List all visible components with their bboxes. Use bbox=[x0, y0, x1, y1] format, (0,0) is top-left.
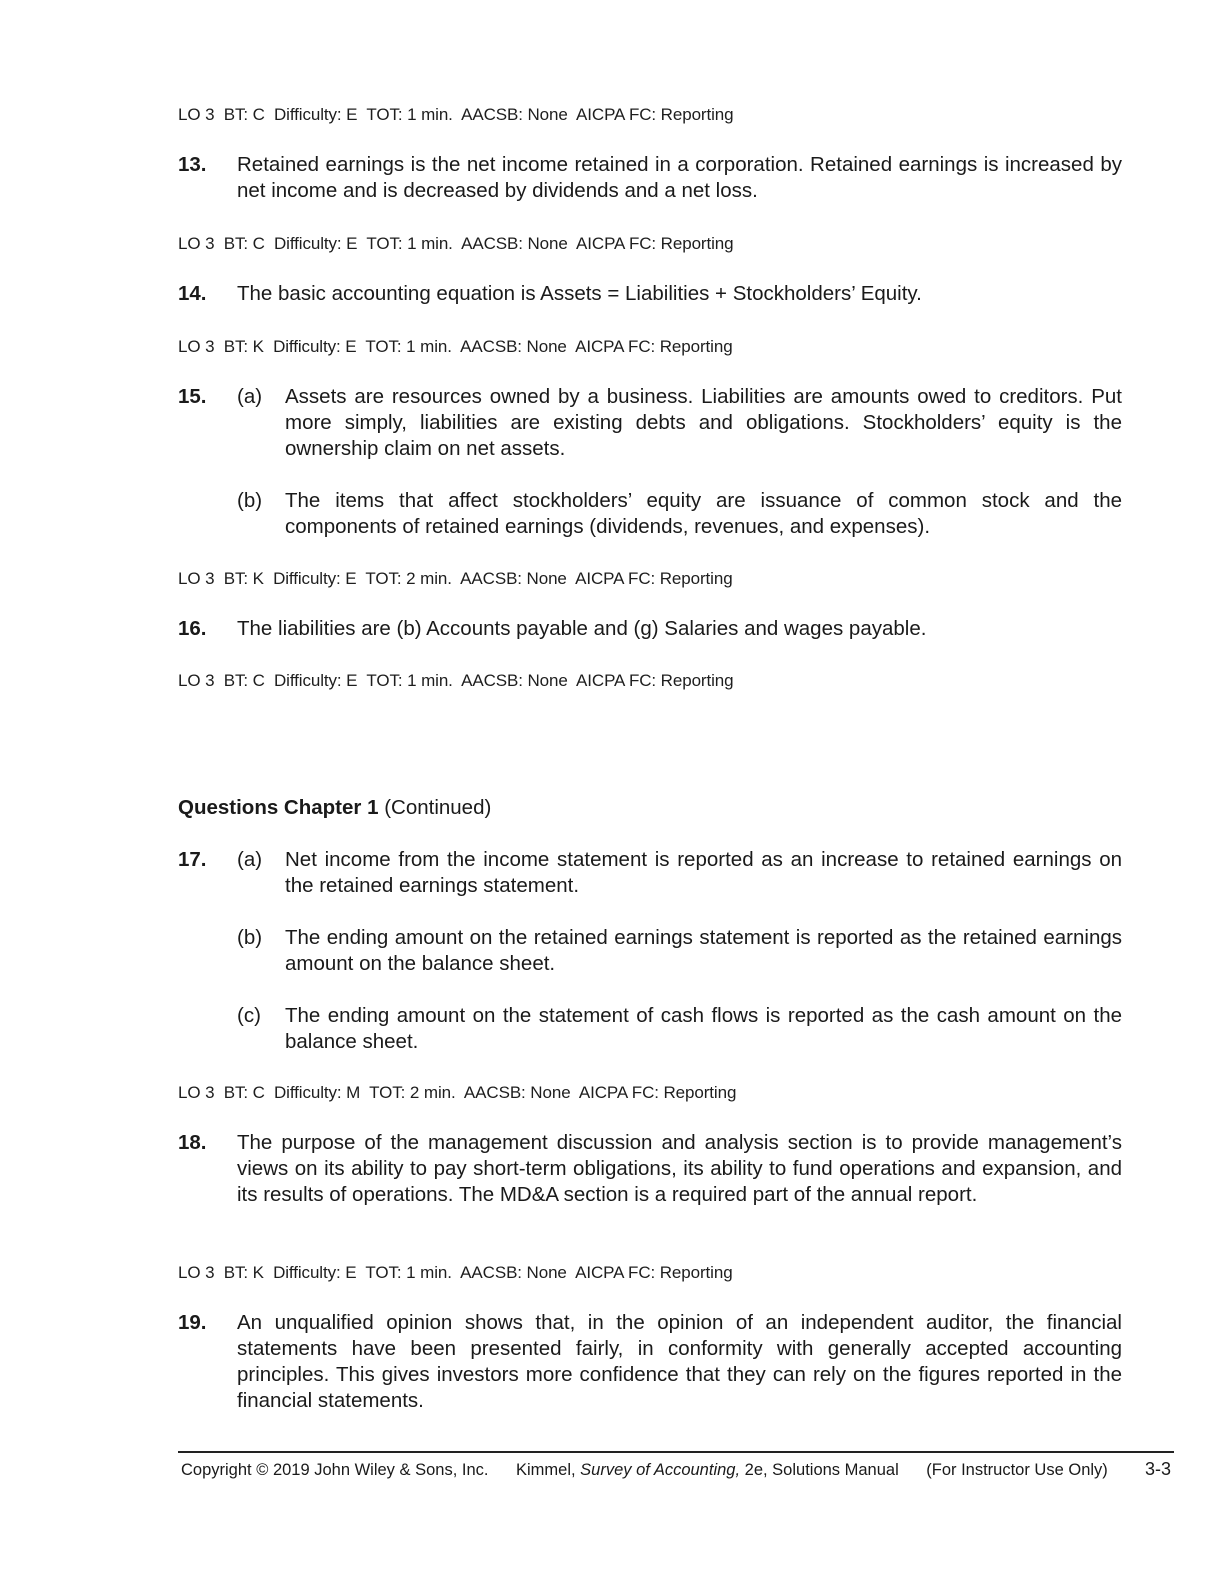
sub-answer-text: Assets are resources owned by a business. Liabilities are amounts owed to creditors. Put more simply, liabilities are existing debts and obligations. Stockholders’ equity is the ownership claim on net assets. bbox=[285, 385, 1122, 460]
question-meta-line: LO 3 BT: C Difficulty: E TOT: 1 min. AACSB: None AICPA FC: Reporting bbox=[178, 671, 734, 690]
sub-answer-text: The ending amount on the statement of cash flows is reported as the cash amount on the balance sheet. bbox=[285, 1004, 1122, 1053]
question-meta-line: LO 3 BT: C Difficulty: E TOT: 1 min. AACSB: None AICPA FC: Reporting bbox=[178, 105, 734, 124]
question-18 bbox=[178, 1130, 1122, 1208]
sub-answer-b bbox=[178, 925, 1122, 977]
question-13 bbox=[178, 152, 1122, 204]
sub-answer-c bbox=[178, 1003, 1122, 1055]
question-15 bbox=[178, 384, 1122, 540]
question-number: 19. bbox=[178, 1311, 207, 1334]
footer-divider bbox=[178, 1451, 1174, 1453]
footer-copyright-text: Copyright © 2019 John Wiley & Sons, Inc. Kimmel, bbox=[181, 1461, 581, 1479]
question-16 bbox=[178, 616, 1122, 642]
question-17 bbox=[178, 847, 1122, 1055]
question-meta-line: LO 3 BT: K Difficulty: E TOT: 1 min. AACSB: None AICPA FC: Reporting bbox=[178, 1263, 733, 1282]
question-number: 13. bbox=[178, 153, 207, 176]
answer-text: The purpose of the management discussion and analysis section is to provide management’s views on its ability to pay short-term obligations, its ability to fund operations and expansion, and its results of operations. The MD&A section is a required part of the annual report. bbox=[237, 1131, 1122, 1206]
question-meta-line: LO 3 BT: K Difficulty: E TOT: 1 min. AACSB: None AICPA FC: Reporting bbox=[178, 337, 733, 356]
sub-answer-text: The ending amount on the retained earnings statement is reported as the retained earnings amount on the balance sheet. bbox=[285, 926, 1122, 975]
sub-label: (b) bbox=[237, 489, 263, 512]
question-meta-line: LO 3 BT: C Difficulty: M TOT: 2 min. AACSB: None AICPA FC: Reporting bbox=[178, 1083, 737, 1102]
question-number: 17. bbox=[178, 848, 207, 871]
footer-edition-text: 2e, Solutions Manual (For Instructor Use Only) bbox=[740, 1461, 1108, 1479]
question-14 bbox=[178, 281, 1122, 307]
sub-answer-a bbox=[178, 384, 1122, 462]
sub-answer-text: The items that affect stockholders’ equity are issuance of common stock and the components of retained earnings (dividends, revenues, and expenses). bbox=[285, 489, 1122, 538]
sub-answer-text: Net income from the income statement is reported as an increase to retained earnings on the retained earnings statement. bbox=[285, 848, 1122, 897]
section-heading-bold: Questions Chapter 1 bbox=[178, 796, 379, 819]
question-meta-line: LO 3 BT: C Difficulty: E TOT: 1 min. AACSB: None AICPA FC: Reporting bbox=[178, 234, 734, 253]
footer-book-title: Survey of Accounting, bbox=[580, 1461, 741, 1479]
sub-answer-b bbox=[178, 488, 1122, 540]
footer-copyright bbox=[181, 1461, 1108, 1480]
sub-label: (a) bbox=[237, 385, 263, 408]
section-heading-continued: (Continued) bbox=[378, 796, 492, 819]
sub-label: (c) bbox=[237, 1004, 261, 1027]
answer-text: The liabilities are (b) Accounts payable and (g) Salaries and wages payable. bbox=[237, 617, 927, 640]
question-meta-line: LO 3 BT: K Difficulty: E TOT: 2 min. AACSB: None AICPA FC: Reporting bbox=[178, 569, 733, 588]
sub-label: (a) bbox=[237, 848, 263, 871]
question-number: 18. bbox=[178, 1131, 207, 1154]
sub-label: (b) bbox=[237, 926, 263, 949]
question-number: 14. bbox=[178, 282, 207, 305]
page-number: 3-3 bbox=[1145, 1459, 1172, 1479]
sub-answer-a bbox=[178, 847, 1122, 899]
section-heading bbox=[178, 796, 491, 820]
answer-text: An unqualified opinion shows that, in the opinion of an independent auditor, the financial statements have been presented fairly, in conformity with generally accepted accounting principles. This gives investors more confidence that they can rely on the figures reported in the financial statements. bbox=[237, 1311, 1122, 1412]
answer-text: The basic accounting equation is Assets = Liabilities + Stockholders’ Equity. bbox=[237, 282, 922, 305]
question-number: 16. bbox=[178, 617, 207, 640]
question-19 bbox=[178, 1310, 1122, 1414]
answer-text: Retained earnings is the net income retained in a corporation. Retained earnings is increased by net income and is decreased by dividends and a net loss. bbox=[237, 153, 1122, 202]
question-number: 15. bbox=[178, 385, 207, 408]
